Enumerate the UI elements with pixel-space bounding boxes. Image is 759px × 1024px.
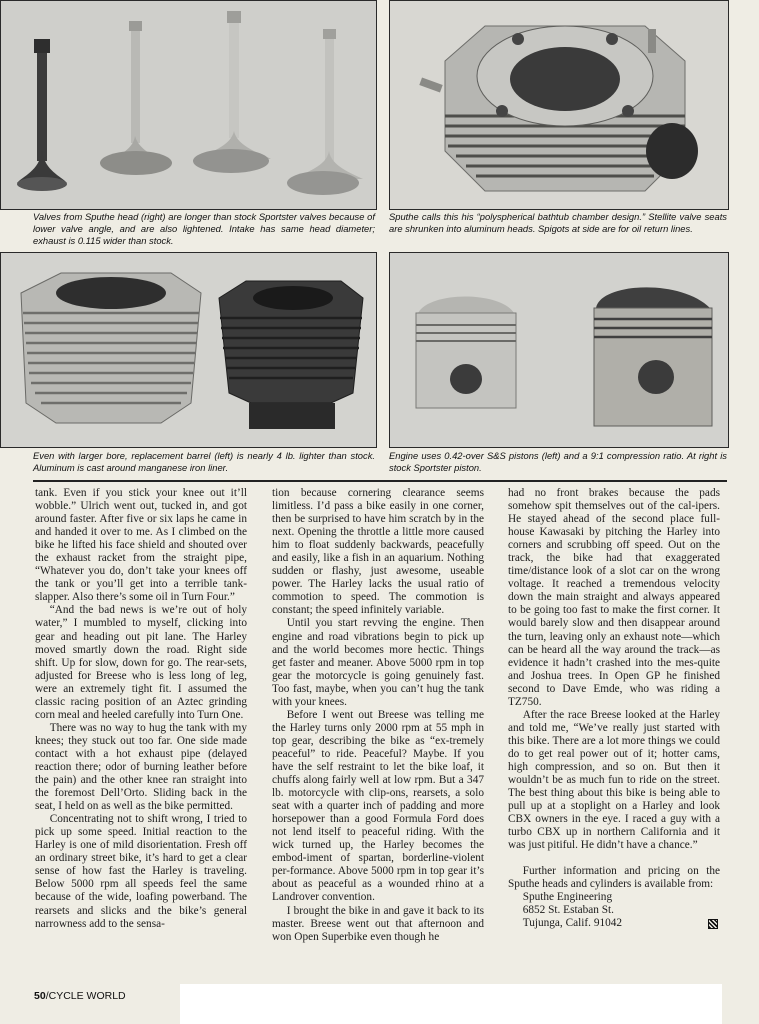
- page-folio: [34, 990, 126, 1002]
- article-column-2: [272, 487, 484, 944]
- address-city: Tujunga, Calif. 91042: [522, 917, 623, 930]
- cylinder-head-illustration: [390, 1, 728, 209]
- address-line: 6852 St. Estaban St.: [522, 904, 615, 917]
- paragraph: Concentrating not to shift wrong, I tried to pick up some speed. Initial reaction to the Harley is one of mild disorientation. Fresh off an ordinary street bike, it’s hard to get a clear sense of how fast the Harley is traveling. Below 5000 rpm all speeds feel the same because of the wide, loafing powerband. The rearsets and slicks and the bike’s general narrowness add to the sensa-: [35, 813, 247, 930]
- paragraph: I brought the bike in and gave it back to its master. Breese went out that afternoon and won Open Superbike even though he: [272, 904, 484, 943]
- end-of-article-icon: [708, 919, 718, 929]
- valves-photo: [0, 0, 377, 210]
- caption-divider: [33, 480, 727, 482]
- pistons-caption: Engine uses 0.42-over S&S pistons (left) and a 9:1 compression ratio. At right is stock Sportster piston.: [389, 450, 727, 473]
- valves-illustration: [1, 1, 376, 209]
- valves-caption: Valves from Sputhe head (right) are longer than stock Sportster valves because of lower valve angle, and are also lightened. Intake has same head diameter; exhaust is 0.115 wider than stock.: [33, 211, 375, 246]
- paragraph: tank. Even if you stick your knee out it’ll wobble.” Ulrich went out, tucked in, and got around faster. After five or six laps he came in and handed it over to me. As I climbed on the bike he lifted his face shield and shouted over the exhaust racket from the straight pipe, “Whatever you do, don’t take your knees off the tank or you’ll get into a terrible tank-slapper. Also there’s some oil in Turn Four.”: [35, 487, 247, 604]
- paragraph: had no front brakes because the pads somehow spit themselves out of the cal-ipers. He stayed ahead of the second place full-house Kawasaki by pitching the Harley into corners and scrubbing off speed. Out on the track, the bike had that exaggerated time/distance look of a slot car on the wrong voltage. It reached a tremendous velocity down the main straight and always appeared to be going too fast to make the first corner. It would barely slow and then disappear around the turn, leaving only an exhaust note—which can be heard all the way around the track—as evidence it hadn’t crashed into the mes-quite and Joshua trees. In Open GP he finished second to Dave Emde, who was riding a TZ750.: [508, 487, 720, 708]
- article-column-3: [508, 487, 720, 930]
- paragraph: Further information and pricing on the Sputhe heads and cylinders is available from:: [508, 865, 720, 891]
- cylinder-head-caption: Sputhe calls this his “polyspherical bathtub chamber design.” Stellite valve seats are shrunken into aluminum heads. Spigots at side are for oil return lines.: [389, 211, 727, 234]
- address-line: Sputhe Engineering: [522, 891, 613, 904]
- paragraph: “And the bad news is we’re out of holy water,” I mumbled to myself, clicking into gear and heading out pit lane. The Harley moved smartly down the road. Right side shift. Up for slow, down for go. The rear-sets, adjusted for Breese who is less long of leg, were an extremely tight fit. I assumed the classic racing position of an Aztec grinding corn meal and heeled carefully into Turn One.: [35, 604, 247, 721]
- page-number: 50: [34, 990, 46, 1002]
- blank-footer-area: [180, 984, 722, 1024]
- paragraph: Until you start revving the engine. Then engine and road vibrations begin to pick up and the world becomes more hectic. Things get faster and meaner. Above 5000 rpm in top gear the motorcycle is going genuinely fast. Too fast, maybe, when you can’t hug the tank with your knees.: [272, 617, 484, 708]
- barrels-illustration: [1, 253, 376, 447]
- barrels-caption: Even with larger bore, replacement barrel (left) is nearly 4 lb. lighter than stock. Aluminum is cast around manganese iron liner.: [33, 450, 375, 473]
- pistons-illustration: [390, 253, 728, 447]
- article-column-1: [35, 487, 247, 931]
- magazine-name: /CYCLE WORLD: [45, 990, 126, 1002]
- address-line: [508, 917, 720, 930]
- paragraph: Before I went out Breese was telling me the Harley turns only 2000 rpm at 55 mph in top gear, describing the bike as “ex-tremely peaceful” to ride. Peaceful? Maybe. If you have the self restraint to let the bike loaf, it chuffs along fairly well at low rpm. But a 347 lb. motorcycle with clip-ons, rearsets, a solo seat with a quarter inch of padding and more horsepower than a good Formula Ford does not lend itself to peaceful riding. With the wick turned up, the Harley becomes the embod-iment of spartan, borderline-violent per-formance. Above 5000 rpm in top gear it’s about as peaceful as a wounded rhino at a Landrover convention.: [272, 708, 484, 904]
- cylinder-head-photo: [389, 0, 729, 210]
- barrels-photo: [0, 252, 377, 448]
- paragraph: tion because cornering clearance seems limitless. I’d pass a bike easily in one corner, then be surprised to have him scratch by in the next. Opening the throttle a little more caused him to float suddenly backwards, peacefully and easily, like a fish in an aquarium. Nothing sudden or flashy, just awesome, useable power. The Harley lacks the usual ratio of commotion to speed. The commotion is constant; the speed infinitely variable.: [272, 487, 484, 617]
- paragraph: There was no way to hug the tank with my knees; they stuck out too far. One side made contact with a hot exhaust pipe (delayed reaction there; odor of burning leather before the pain) and the other knee ran straight into the foremost Dell’Orto. Sliding back in the seat, I held on as well as the bike permitted.: [35, 721, 247, 813]
- pistons-photo: [389, 252, 729, 448]
- paragraph: After the race Breese looked at the Harley and told me, “We’ve really just started with this bike. There are a lot more things we could do to get real power out of it; hotter cams, high compression, and so on. But then it wouldn’t be as much fun to ride on the street. The best thing about this bike is being able to pull up at a stoplight on a Harley and look CBX owners in the eye. I raced a guy with a turbo CBX up in northern California and it was just pitiful. He didn’t have a chance.”: [508, 708, 720, 852]
